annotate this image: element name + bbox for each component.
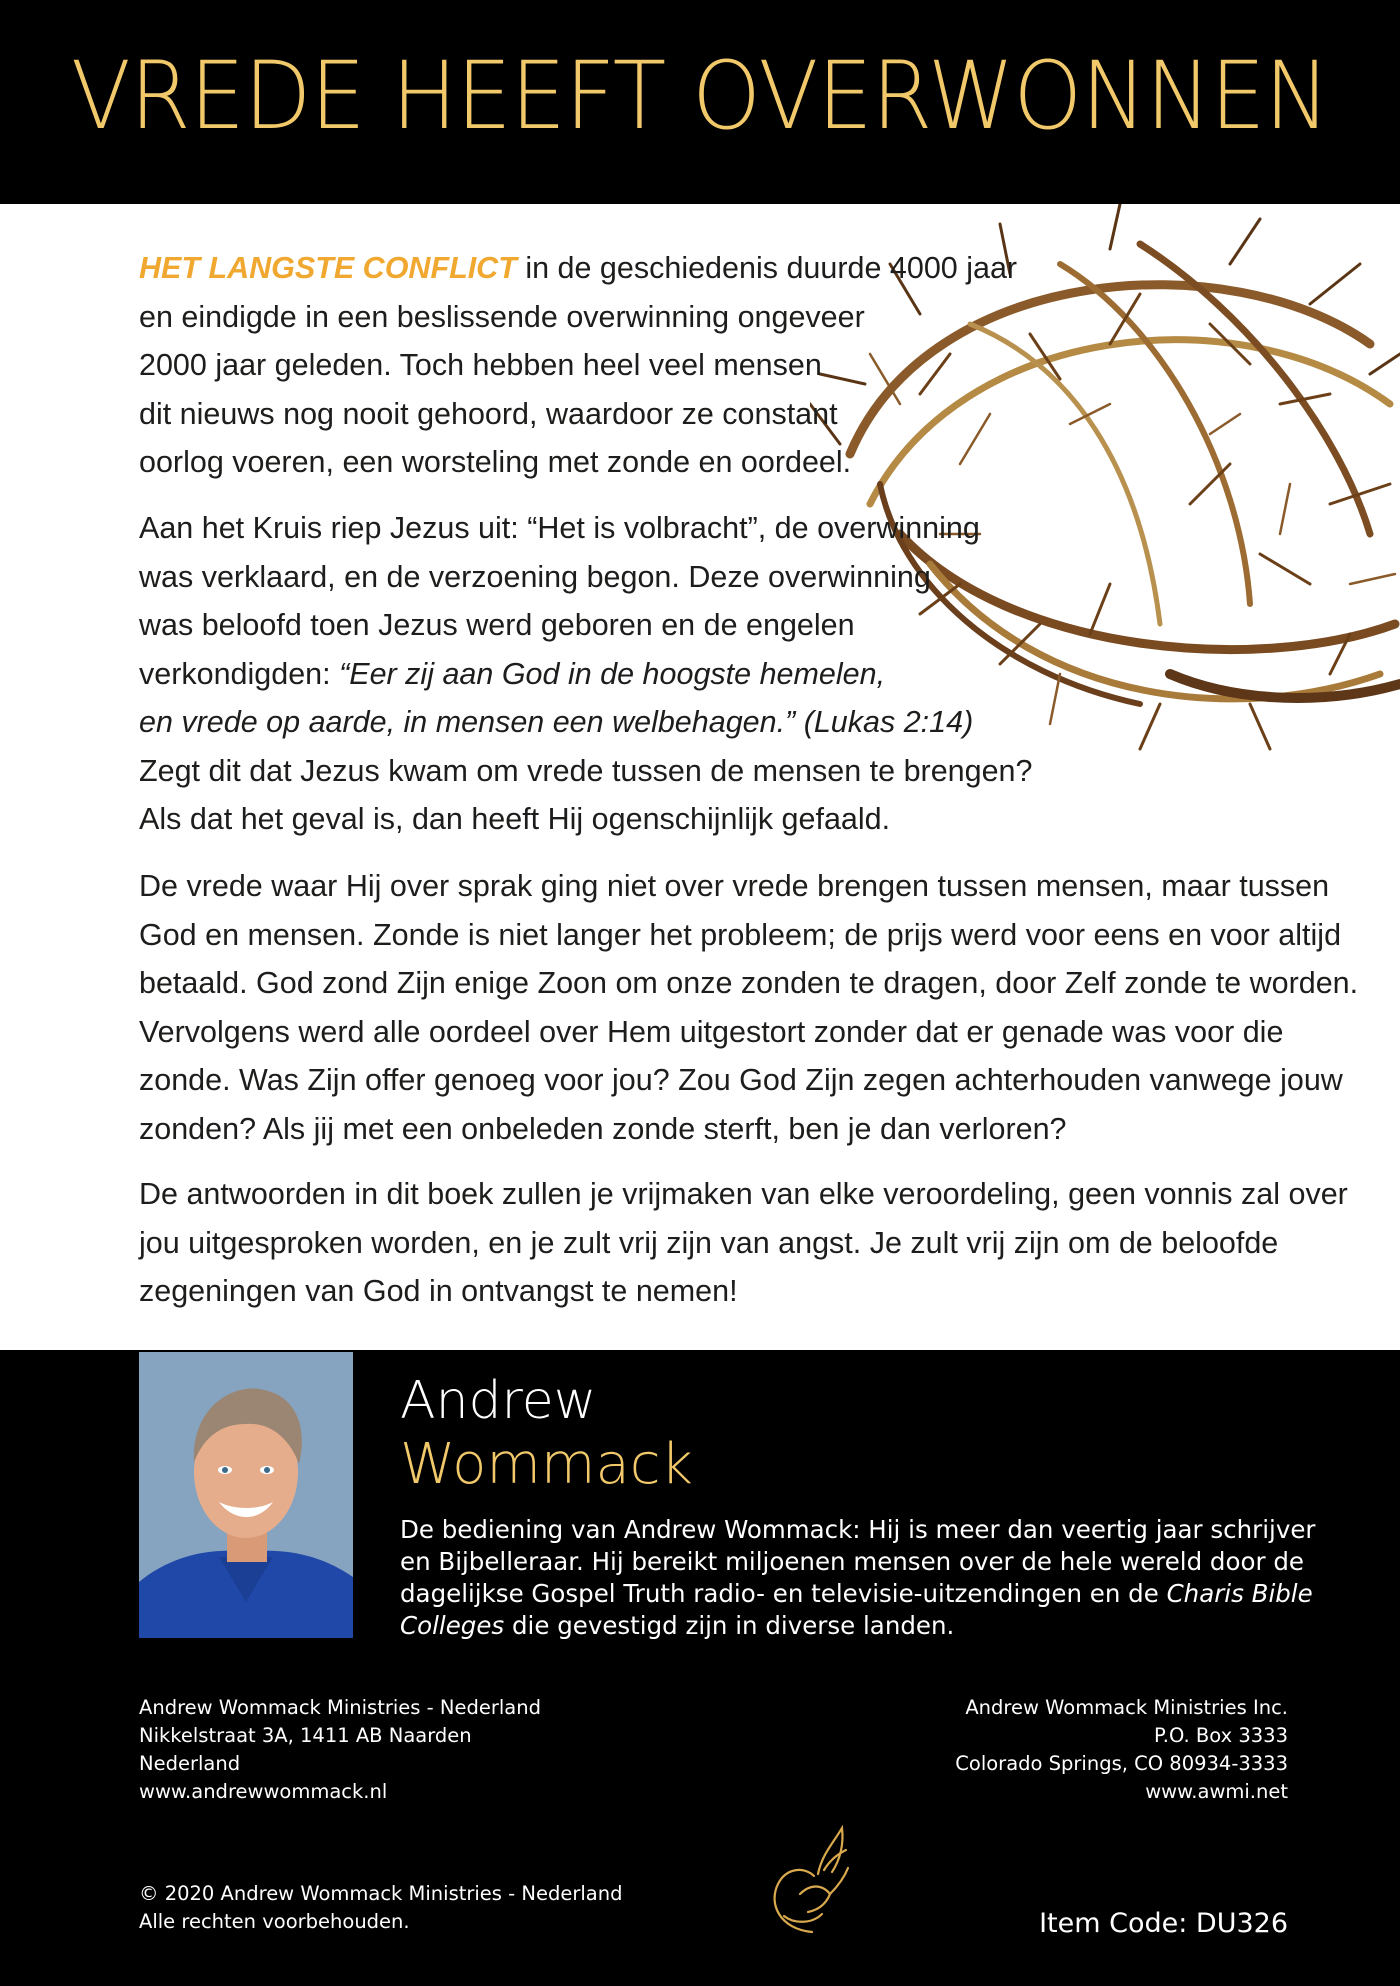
dove-flame-logo-icon (760, 1824, 860, 1938)
author-bio (400, 1514, 1316, 1642)
paragraph-line: betaald. God zond Zijn enige Zoon om onze zonden te dragen, door Zelf zonde te worden. (139, 966, 1359, 1000)
back-cover-text-area (0, 204, 1400, 1350)
copyright-notice (139, 1880, 622, 1936)
paragraph-line: jou uitgesproken worden, en je zult vrij zijn van angst. Je zult vrij zijn om de beloofde (139, 1225, 1279, 1260)
book-title: VREDE HEEFT OVERWONNEN (71, 42, 1329, 151)
paragraph-line: God en mensen. Zonde is niet langer het probleem; de prijs werd voor eens en voor altijd (139, 917, 1342, 952)
intro-paragraph (139, 244, 1018, 487)
scripture-quote: en vrede op aarde, in mensen een welbehagen.” (139, 705, 796, 739)
address-line: Nikkelstraat 3A, 1411 AB Naarden (139, 1724, 472, 1747)
paragraph-line: De vrede waar Hij over sprak ging niet over vrede brengen tussen mensen, maar tussen (139, 869, 1330, 903)
intro-line: in de geschiedenis duurde 4000 jaar (516, 251, 1018, 285)
address-line: Andrew Wommack Ministries - Nederland (139, 1696, 541, 1719)
paragraph-line: was verklaard, en de verzoening begon. Deze overwinning (139, 559, 931, 594)
scripture-quote: “Eer zij aan God in de hoogste hemelen, (339, 656, 886, 691)
paragraph-line: verkondigden: (139, 656, 340, 691)
website-link[interactable]: www.awmi.net (1145, 1780, 1288, 1803)
lead-phrase: HET LANGSTE CONFLICT (139, 251, 517, 285)
address-usa (955, 1694, 1288, 1806)
paragraph-line: Als dat het geval is, dan heeft Hij ogenschijnlijk gefaald. (139, 802, 891, 836)
rights-line: Alle rechten voorbehouden. (139, 1910, 410, 1933)
intro-line: dit nieuws nog nooit gehoord, waardoor ze constant (139, 396, 838, 431)
item-code: Item Code: DU326 (1039, 1908, 1288, 1939)
paragraph-line: Aan het Kruis riep Jezus uit: “Het is volbracht”, de overwinning (139, 511, 980, 545)
scripture-reference: (Lukas 2:14) (795, 705, 974, 739)
paragraph-line: Zegt dit dat Jezus kwam om vrede tussen de mensen te brengen? (139, 753, 1033, 788)
title-bar (0, 0, 1400, 204)
paragraph-line: zegeningen van God in ontvangst te nemen! (139, 1274, 738, 1308)
bio-line: die gevestigd zijn in diverse landen. (504, 1611, 955, 1640)
paragraph-line: was beloofd toen Jezus werd geboren en de engelen (139, 608, 855, 642)
author-portrait (139, 1352, 353, 1638)
bio-line: De bediening van Andrew Wommack: Hij is meer dan veertig jaar schrijver (400, 1515, 1316, 1544)
paragraph-line: zonde. Was Zijn offer genoeg voor jou? Zou God Zijn zegen achterhouden vanwege jouw (139, 1063, 1343, 1097)
college-name: Charis Bible (1166, 1579, 1313, 1608)
address-line: Nederland (139, 1752, 241, 1775)
college-name: Colleges (400, 1611, 505, 1640)
bio-line: dagelijkse Gospel Truth radio- en televisie-uitzendingen en de (400, 1579, 1167, 1608)
address-line: Andrew Wommack Ministries Inc. (965, 1696, 1288, 1719)
copyright-line: © 2020 Andrew Wommack Ministries - Nederland (139, 1882, 623, 1905)
author-first-name: Andrew (400, 1371, 597, 1431)
bio-line: en Bijbelleraar. Hij bereikt miljoenen mensen over de hele wereld door de (400, 1547, 1304, 1576)
intro-line: 2000 jaar geleden. Toch hebben heel veel mensen (139, 348, 822, 382)
cross-paragraph (139, 504, 1033, 844)
paragraph-line: Vervolgens werd alle oordeel over Hem uitgestort zonder dat er genade was voor die (139, 1014, 1284, 1049)
address-line: Colorado Springs, CO 80934-3333 (955, 1752, 1288, 1775)
peace-paragraph (139, 862, 1359, 1153)
address-line: P.O. Box 3333 (1154, 1724, 1288, 1747)
author-last-name: Wommack (400, 1432, 693, 1497)
author-photo-icon (139, 1352, 353, 1638)
website-link[interactable]: www.andrewwommack.nl (139, 1780, 388, 1803)
intro-line: oorlog voeren, een worsteling met zonde en oordeel. (139, 445, 852, 479)
answers-paragraph (139, 1170, 1359, 1316)
intro-line: en eindigde in een beslissende overwinning ongeveer (139, 299, 865, 334)
paragraph-line: zonden? Als jij met een onbeleden zonde sterft, ben je dan verloren? (139, 1111, 1067, 1146)
address-netherlands (139, 1694, 541, 1806)
paragraph-line: De antwoorden in dit boek zullen je vrijmaken van elke veroordeling, geen vonnis zal over (139, 1177, 1348, 1211)
